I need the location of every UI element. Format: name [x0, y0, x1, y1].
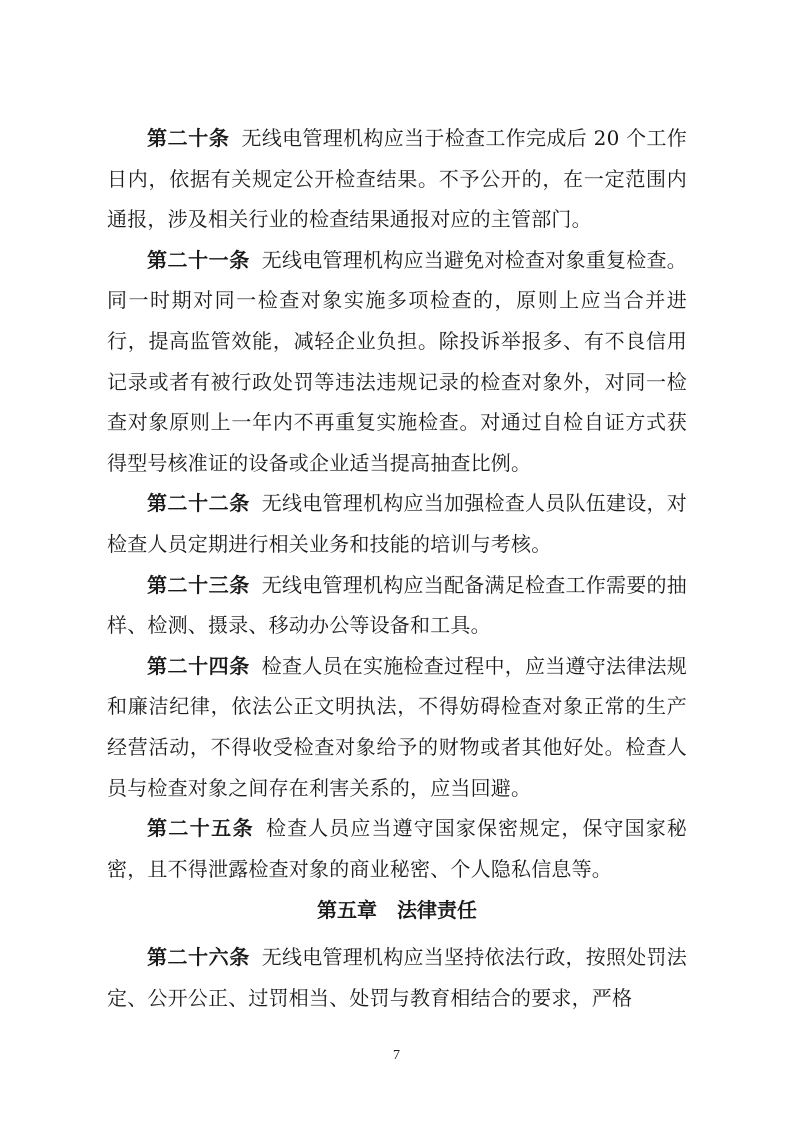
page-number: 7 — [393, 1048, 400, 1063]
articles-section-continued — [107, 937, 687, 1018]
article-body: 无线电管理机构应当于检查工作完成后 20 个工作日内，依据有关规定公开检查结果。不予公开的，在一定范围内通报，涉及相关行业的检查结果通报对应的主管部门。 — [107, 126, 688, 232]
article-title: 第二十一条 — [147, 247, 250, 272]
article-body: 检查人员应当遵守国家保密规定，保守国家秘密，且不得泄露检查对象的商业秘密、个人隐私信息等。 — [107, 816, 688, 881]
article-title: 第二十四条 — [147, 653, 250, 678]
chapter-heading: 第五章 法律责任 — [317, 898, 477, 923]
article-paragraph — [107, 937, 687, 1018]
article-body: 无线电管理机构应当坚持依法行政，按照处罚法定、公开公正、过罚相当、处罚与教育相结合的要求，严格 — [107, 945, 688, 1010]
article-title: 第二十五条 — [147, 816, 254, 841]
article-body: 无线电管理机构应当避免对检查对象重复检查。同一时期对同一检查对象实施多项检查的，原则上应当合并进行，提高监管效能，减轻企业负担。除投诉举报多、有不良信用记录或者有被行政处罚等违法违规记录的检查对象外，对同一检查对象原则上一年内不再重复实施检查。对通过自检自证方式获得型号核准证的设备或企业适当提高抽查比例。 — [107, 247, 688, 475]
article-paragraph — [107, 646, 687, 808]
article-title: 第二十六条 — [147, 945, 250, 970]
article-body: 检查人员在实施检查过程中，应当遵守法律法规和廉洁纪律，依法公正文明执法，不得妨碍检查对象正常的生产经营活动，不得收受检查对象给予的财物或者其他好处。检查人员与检查对象之间存在利害关系的，应当回避。 — [107, 653, 688, 800]
article-paragraph — [107, 483, 687, 564]
article-title: 第二十三条 — [147, 572, 250, 597]
document-page — [107, 118, 687, 1018]
article-paragraph — [107, 118, 687, 240]
article-title: 第二十二条 — [147, 491, 250, 516]
article-paragraph — [107, 565, 687, 646]
article-paragraph — [107, 808, 687, 889]
article-body: 无线电管理机构应当配备满足检查工作需要的抽样、检测、摄录、移动办公等设备和工具。 — [107, 572, 688, 638]
article-body: 无线电管理机构应当加强检查人员队伍建设，对检查人员定期进行相关业务和技能的培训与考核。 — [107, 491, 688, 556]
articles-section — [107, 118, 687, 889]
article-paragraph — [107, 240, 687, 484]
article-title: 第二十条 — [147, 126, 230, 150]
